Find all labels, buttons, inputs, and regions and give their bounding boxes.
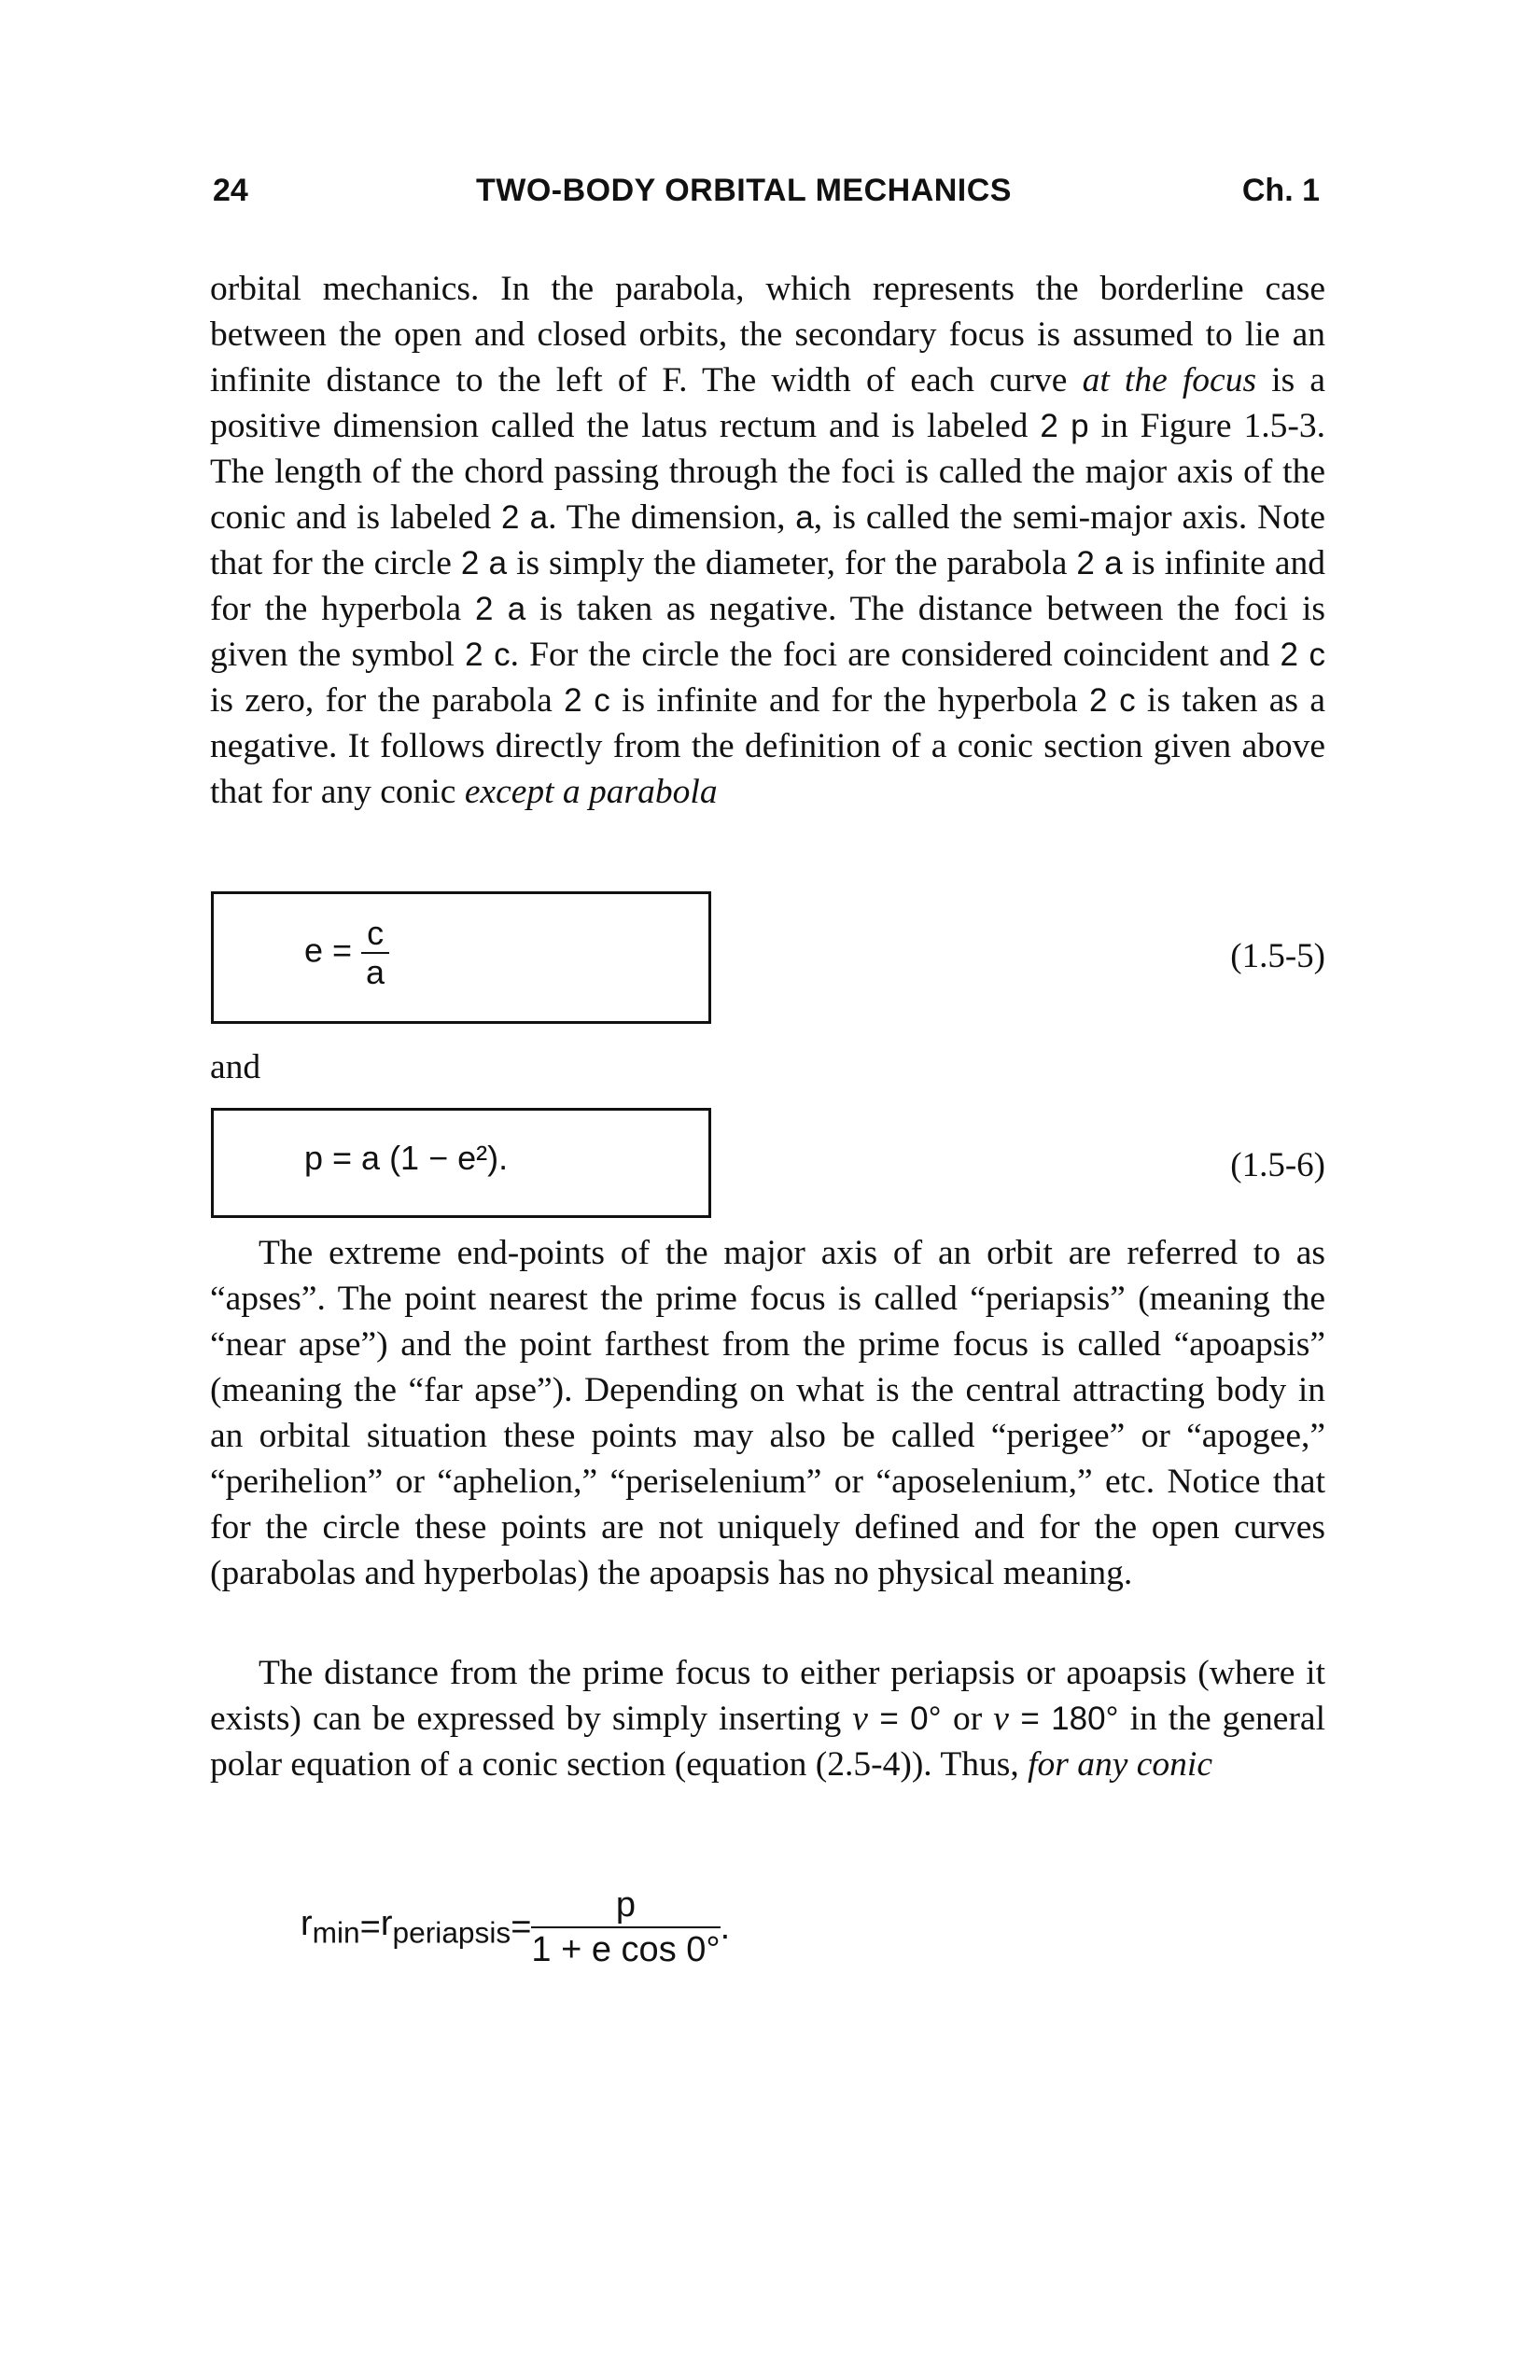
running-title: TWO-BODY ORBITAL MECHANICS — [476, 173, 1012, 208]
chapter-label: Ch. 1 — [1241, 173, 1320, 208]
equation-number-1-5-5: (1.5-5) — [1230, 937, 1325, 975]
running-header — [213, 173, 1323, 219]
eq1-fraction — [361, 915, 389, 991]
equation-box-semi-latus-rectum — [211, 1108, 711, 1218]
equation-box-eccentricity — [211, 891, 711, 1024]
eq1-denominator: a — [366, 953, 385, 991]
eq1-numerator: c — [361, 915, 389, 954]
equation-periapsis-distance: $r_{min}=r_{periapsis}=$ $\frac{p}{\text{1 + e cos 0°}}$ . — [301, 1885, 731, 1969]
eq2-expression: p = a (1 − e²). — [304, 1139, 509, 1177]
eq3-fraction — [531, 1883, 720, 1971]
paragraph-apses: The extreme end-points of the major axis of an orbit are referred to as “apses”. The point nearest the prime focus is called “periapsis” (meaning the “near apse”) and the point farthest from the prime focus is called “apoapsis” (meaning the “far apse”). Depending on what is the central attracting body in an orbital situation these points may also be called “perigee” or “apogee,” “perihelion” or “aphelion,” “periselenium” or “aposelenium,” etc. Notice that for the circle these points are not uniquely defined and for the open curves (parabolas and hyperbolas) the apoapsis has no physical meaning. — [210, 1234, 1325, 1592]
paragraph-conic-definitions: orbital mechanics. In the parabola, which represents the borderline case between the open and closed orbits, the secondary focus is assumed to lie an infinite distance to the left of F. The width of each curve at the focus is a positive dimension called the latus rectum and is labeled 2 p in Figure 1.5-3. The length of the chord passing through the foci is called the major axis of the conic and is labeled 2 a. The dimension, a, is called the semi-major axis. Note that for the circle 2 a is simply the diameter, for the parabola 2 a is infinite and for the hyperbola 2 a is taken as negative. The distance between the foci is given the symbol 2 c. For the circle the foci are considered coincident and 2 c is zero, for the parabola 2 c is infinite and for the hyperbola 2 c is taken as a negative. It follows directly from the definition of a conic section given above that for any conic except a parabola — [210, 270, 1326, 811]
page-number: 24 — [213, 173, 248, 208]
paragraph-distance: The distance from the prime focus to either periapsis or apoapsis (where it exists) can be expressed by simply inserting ν = 0° or ν = 180° in the general polar equation of a conic section (equation (2.5-4)). Thus, for any conic — [210, 1654, 1325, 1784]
eq3-denominator: 1 + e cos 0° — [531, 1930, 721, 1969]
connector-and: and — [210, 1048, 261, 1086]
eq1-lhs: e = — [304, 931, 353, 970]
eq3-numerator: p — [531, 1883, 720, 1928]
equation-number-1-5-6: (1.5-6) — [1230, 1146, 1325, 1184]
